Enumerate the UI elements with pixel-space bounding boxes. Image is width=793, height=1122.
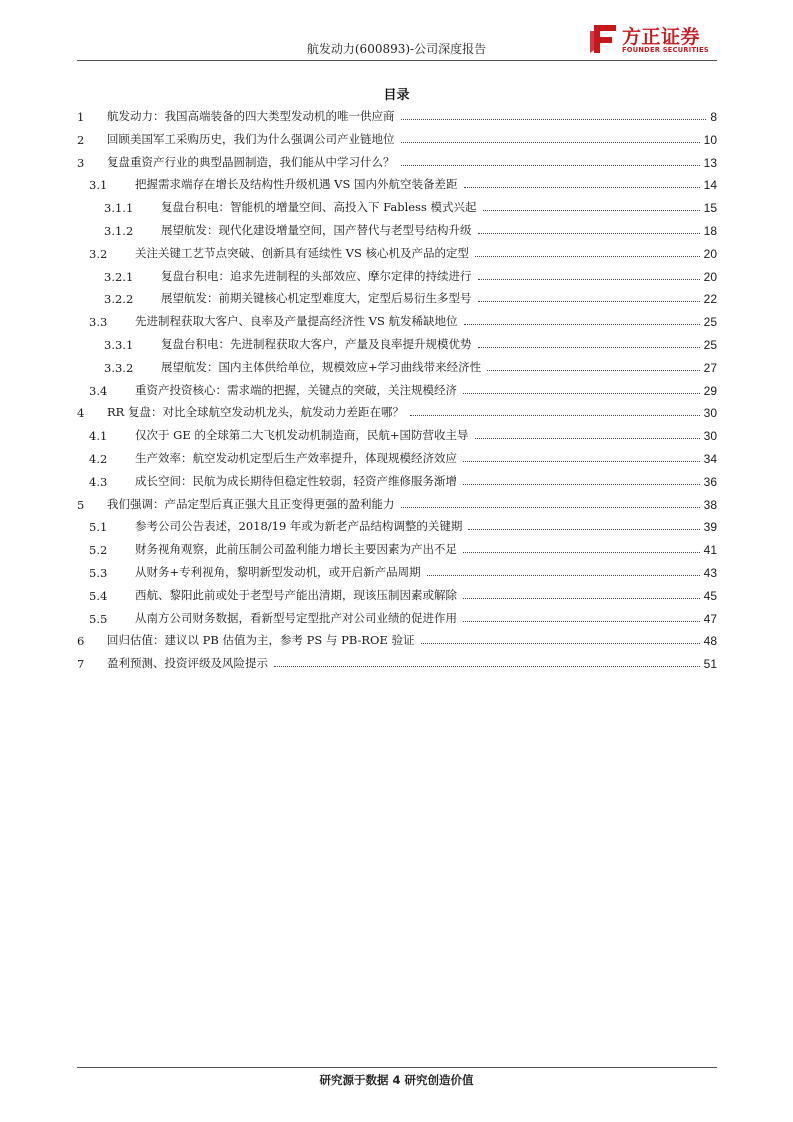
toc-entry-page: 10 [703,132,717,147]
toc-entry-number: 3 [77,155,85,170]
toc-entry-page: 20 [703,246,717,261]
toc-entry[interactable] [89,469,717,489]
toc-entry-number: 4.2 [89,452,108,466]
toc-entry-title: 展望航发：现代化建设增量空间，国产替代与老型号结构升级 [161,223,472,237]
toc-entry-title: 成长空间：民航为成长期待但稳定性较弱，轻资产维修服务渐增 [135,473,457,488]
toc-entry-page: 51 [703,657,717,672]
toc-entry[interactable] [77,400,717,420]
toc-entry-page: 13 [703,155,717,170]
toc-entry-number: 3.4 [89,383,108,398]
toc-entry[interactable] [77,150,717,170]
toc-leader-dots [478,233,700,234]
toc-entry-title: 展望航发：国内主体供给单位，规模效应+学习曲线带来经济性 [161,359,482,374]
toc-entry-page: 8 [710,110,717,124]
toc-entry[interactable] [104,264,717,284]
header-title: 航发动力(600893)-公司深度报告 [306,42,487,56]
toc-entry-number: 3.2 [89,246,108,261]
header-divider [77,60,717,61]
toc-entry[interactable] [77,628,717,648]
toc-entry[interactable] [77,127,717,147]
toc-entry-page: 47 [703,611,717,626]
toc-leader-dots [487,370,700,371]
toc-entry-number: 3.3 [89,315,108,330]
toc-entry[interactable] [89,560,717,580]
toc-leader-dots [475,256,700,257]
toc-entry-title: 回顾美国军工采购历史，我们为什么强调公司产业链地位 [107,131,395,146]
toc-entry[interactable] [104,195,717,215]
toc-title: 目录 [383,88,410,103]
toc-entry-title: 盈利预测、投资评级及风险提示 [107,656,268,671]
toc-entry-page: 39 [703,520,717,535]
toc-entry-title: 西航、黎阳此前或处于老型号产能出清期，现该压制因素或解除 [135,587,457,602]
toc-leader-dots [463,393,700,394]
toc-leader-dots [401,142,700,143]
toc-entry-number: 3.1 [89,178,108,193]
toc-entry-title: 我们强调：产品定型后真正强大且正变得更强的盈利能力 [107,496,395,511]
toc-entry-title: 生产效率：航空发动机定型后生产效率提升，体现规模经济效应 [135,451,457,465]
toc-leader-dots [483,210,700,211]
toc-leader-dots [463,598,700,599]
toc-entry-page: 14 [703,178,717,193]
toc-entry-page: 30 [703,406,717,421]
toc-leader-dots [401,507,700,508]
toc-entry-number: 5.2 [89,543,108,558]
toc-entry-number: 7 [77,657,85,672]
toc-entry-page: 27 [703,360,717,375]
toc-leader-dots [421,643,700,644]
logo-chinese-name: 方正证券 [622,26,701,48]
toc-entry-title: 先进制程获取大客户、良率及产量提高经济性 VS 航发稀缺地位 [135,314,458,329]
toc-entry-title: 参考公司公告表述，2018/19 年或为新老产品结构调整的关键期 [135,519,463,534]
toc-leader-dots [410,415,700,416]
toc-entry[interactable] [104,218,717,238]
toc-entry-title: 航发动力：我国高端装备的四大类型发动机的唯一供应商 [107,109,395,123]
toc-entry-number: 4.1 [89,429,108,444]
toc-entry-page: 25 [703,338,717,352]
toc-entry-page: 38 [703,497,717,512]
founder-logo-icon [588,23,618,55]
toc-entry[interactable] [89,583,717,603]
toc-leader-dots [478,301,700,302]
toc-entry-number: 3.1.1 [104,201,134,216]
toc-entry-number: 5.5 [89,611,108,626]
toc-entry[interactable] [77,104,717,124]
toc-entry-number: 3.3.1 [104,338,134,352]
toc-entry-title: 重资产投资核心：需求端的把握，关键点的突破，关注规模经济 [135,382,457,397]
toc-leader-dots [401,165,700,166]
toc-entry-title: 复盘台积电：先进制程获取大客户，产量及良率提升规模优势 [161,337,472,351]
toc-entry-page: 20 [703,269,717,284]
toc-entry-number: 1 [77,110,85,124]
toc-entry[interactable] [77,651,717,671]
toc-entry-title: 复盘台积电：追求先进制程的头部效应、摩尔定律的持续进行 [161,268,472,283]
toc-entry-title: 关注关键工艺节点突破、创新具有延续性 VS 核心机及产品的定型 [135,245,469,260]
toc-entry-page: 41 [703,543,717,558]
toc-leader-dots [478,347,700,348]
toc-entry-number: 4 [77,406,85,421]
company-logo [588,22,723,58]
toc-entry[interactable] [104,286,717,306]
toc-entry-page: 48 [703,634,717,649]
toc-entry[interactable] [89,309,717,329]
toc-entry[interactable] [89,241,717,261]
toc-entry[interactable] [77,492,717,512]
toc-entry-title: 复盘重资产行业的典型晶圆制造，我们能从中学习什么？ [107,154,395,169]
toc-leader-dots [468,529,699,530]
toc-entry-number: 3.3.2 [104,360,134,375]
toc-entry-title: 展望航发：前期关键核心机定型难度大，定型后易衍生多型号 [161,291,472,306]
toc-leader-dots [427,575,700,576]
toc-entry-page: 22 [703,292,717,307]
toc-entry-title: 从南方公司财务数据，看新型号定型批产对公司业绩的促进作用 [135,610,457,625]
toc-entry-page: 29 [703,383,717,398]
toc-entry-title: 财务视角观察，此前压制公司盈利能力增长主要因素为产出不足 [135,542,457,557]
toc-entry-page: 15 [703,201,717,216]
toc-leader-dots [463,621,700,622]
toc-entry[interactable] [89,514,717,534]
toc-entry-number: 5.1 [89,520,108,535]
toc-entry-number: 5.3 [89,566,108,580]
toc-entry[interactable] [89,172,717,192]
toc-leader-dots [464,187,700,188]
toc-entry[interactable] [104,355,717,375]
toc-entry-title: 从财务+专利视角，黎明新型发动机，或开启新产品周期 [135,565,421,579]
toc-entry-number: 5 [77,497,85,512]
toc-entry[interactable] [89,537,717,557]
toc-entry[interactable] [89,423,717,443]
toc-entry-page: 36 [703,474,717,489]
toc-entry[interactable] [89,446,717,466]
toc-entry-number: 3.2.2 [104,292,134,307]
toc-leader-dots [464,324,700,325]
toc-entry-title: 把握需求端存在增长及结构性升级机遇 VS 国内外航空装备差距 [135,177,458,192]
toc-entry-number: 3.1.2 [104,224,134,238]
toc-entry[interactable] [89,378,717,398]
toc-leader-dots [463,552,700,553]
toc-entry-page: 25 [703,315,717,330]
toc-entry-title: 回归估值：建议以 PB 估值为主，参考 PS 与 PB-ROE 验证 [107,633,415,648]
toc-entry-number: 5.4 [89,588,108,603]
toc-entry-number: 2 [77,132,85,147]
toc-leader-dots [274,666,700,667]
toc-entry[interactable] [89,606,717,626]
toc-leader-dots [463,461,700,462]
toc-entry-number: 3.2.1 [104,269,134,284]
toc-leader-dots [463,484,700,485]
toc-entry-page: 45 [703,588,717,603]
toc-entry-title: 复盘台积电：智能机的增量空间、高投入下 Fabless 模式兴起 [161,200,477,215]
toc-entry-page: 18 [703,224,717,238]
footer-slogan: 研究源于数据 4 研究创造价值 [319,1073,474,1087]
toc-entry-title: 仅次于 GE 的全球第二大飞机发动机制造商，民航+国防营收主导 [135,428,469,443]
logo-english-name: FOUNDER SECURITIES [622,46,709,54]
toc-leader-dots [401,119,707,120]
toc-entry[interactable] [104,332,717,352]
toc-entry-title: RR 复盘：对比全球航空发动机龙头，航发动力差距在哪？ [107,405,404,420]
toc-entry-number: 4.3 [89,474,108,489]
toc-leader-dots [478,279,700,280]
toc-entry-number: 6 [77,634,85,649]
footer-divider [77,1067,717,1068]
toc-entry-page: 43 [703,566,717,580]
toc-leader-dots [475,438,700,439]
toc-entry-page: 34 [703,452,717,466]
toc-entry-page: 30 [703,429,717,444]
